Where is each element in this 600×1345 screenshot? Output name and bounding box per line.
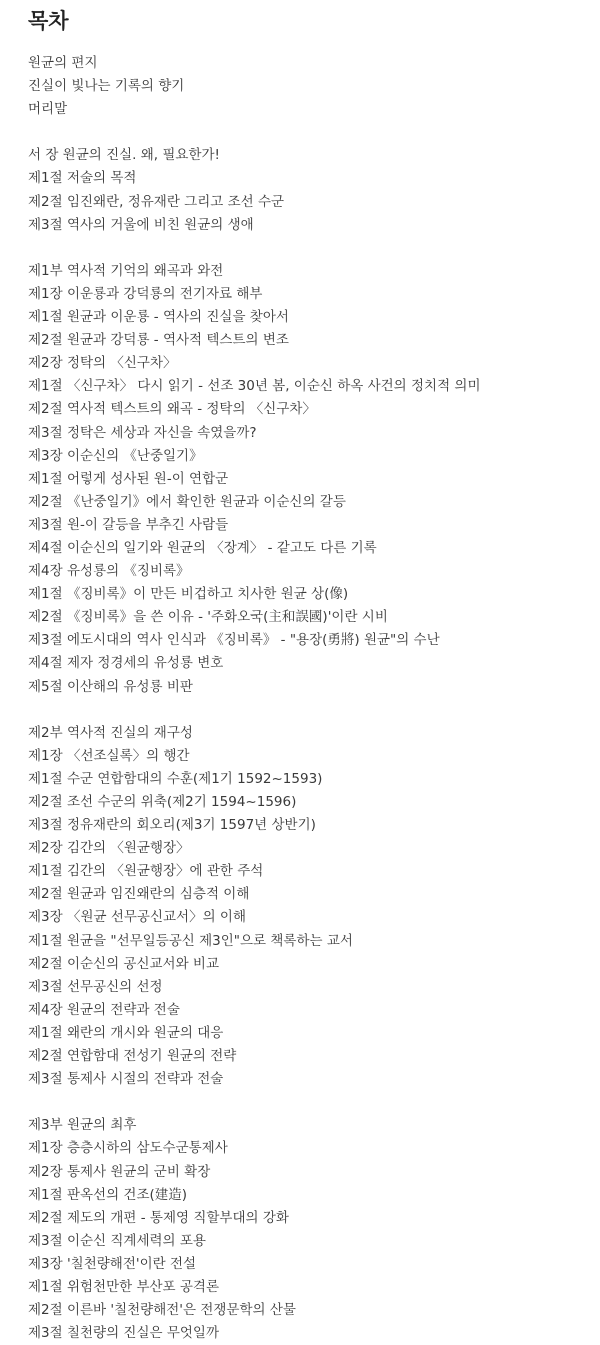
- toc-entry[interactable]: 제3절 에도시대의 역사 인식과 《징비록》 - "용장(勇將) 원균"의 수난: [28, 632, 440, 649]
- toc-entry[interactable]: 제1절 판옥선의 건조(建造): [28, 1186, 188, 1203]
- toc-entry[interactable]: 제4절 이순신의 일기와 원균의 〈장계〉 - 같고도 다른 기록: [28, 539, 377, 556]
- toc-entry[interactable]: 제3절 이순신 직계세력의 포용: [28, 1232, 206, 1249]
- toc-entry[interactable]: 제1절 원균과 이운룡 - 역사의 진실을 찾아서: [28, 309, 289, 326]
- toc-entry[interactable]: 제2절 이순신의 공신교서와 비교: [28, 955, 219, 972]
- toc-entry[interactable]: 제3절 통제사 시절의 전략과 전술: [28, 1071, 224, 1088]
- toc-entry[interactable]: 제3장 〈원균 선무공신교서〉의 이해: [28, 909, 246, 926]
- toc-entry[interactable]: 제3장 이순신의 《난중일기》: [28, 447, 203, 464]
- toc-entry[interactable]: 제4절 제자 정경세의 유성룡 변호: [28, 655, 224, 672]
- toc-entry[interactable]: 제2절 제도의 개편 - 통제영 직할부대의 강화: [28, 1209, 289, 1226]
- toc-entry[interactable]: 제1장 〈선조실록〉의 행간: [28, 747, 190, 764]
- toc-entry[interactable]: 제2절 역사적 텍스트의 왜곡 - 정탁의 〈신구차〉: [28, 401, 316, 418]
- toc-entry[interactable]: 제3절 칠천량의 진실은 무엇일까: [28, 1325, 219, 1342]
- toc-entry[interactable]: 제3절 정탁은 세상과 자신을 속였을까?: [28, 424, 257, 441]
- toc-section: [28, 1114, 600, 1345]
- toc-entry[interactable]: 제3부 원균의 최후: [28, 1117, 137, 1134]
- toc-entry[interactable]: 제3절 역사의 거울에 비친 원균의 생애: [28, 216, 254, 233]
- toc-entry[interactable]: 제1절 왜란의 개시와 원균의 대응: [28, 1024, 224, 1041]
- toc-entry[interactable]: 제2장 정탁의 〈신구차〉: [28, 355, 177, 372]
- toc-entry[interactable]: 제2절 《난중일기》에서 확인한 원균과 이순신의 갈등: [28, 493, 346, 510]
- toc-entry[interactable]: 제3절 원-이 갈등을 부추긴 사람들: [28, 516, 229, 533]
- toc-entry[interactable]: 제2절 《징비록》을 쓴 이유 - '주화오국(主和誤國)'이란 시비: [28, 609, 388, 626]
- toc-entry[interactable]: 제2장 통제사 원균의 군비 확장: [28, 1163, 211, 1180]
- toc-section: [28, 260, 600, 699]
- toc-entry[interactable]: 제1절 수군 연합함대의 수훈(제1기 1592~1593): [28, 770, 323, 787]
- toc-entry[interactable]: 제2절 원균과 임진왜란의 심층적 이해: [28, 886, 250, 903]
- page-title: 목차: [28, 9, 69, 33]
- toc-entry[interactable]: 제1절 저술의 목적: [28, 170, 137, 187]
- toc-entry[interactable]: 진실이 빛나는 기록의 향기: [28, 78, 185, 95]
- toc-entry[interactable]: 서 장 원균의 진실. 왜, 필요한가!: [28, 147, 220, 164]
- toc-entry[interactable]: 제2절 조선 수군의 위축(제2기 1594~1596): [28, 794, 297, 810]
- toc-entry[interactable]: 제2절 연합함대 전성기 원균의 전략: [28, 1048, 237, 1065]
- toc-entry[interactable]: 제1절 위험천만한 부산포 공격론: [28, 1278, 219, 1295]
- toc-entry[interactable]: 제4장 유성룡의 《징비록》: [28, 563, 190, 580]
- toc-entry[interactable]: 제2절 임진왜란, 정유재란 그리고 조선 수군: [28, 193, 285, 210]
- table-of-contents: [28, 52, 600, 1345]
- toc-entry[interactable]: 제5절 이산해의 유성룡 비판: [28, 678, 193, 695]
- toc-entry[interactable]: 제4장 원균의 전략과 전술: [28, 1001, 180, 1018]
- toc-entry[interactable]: 제1부 역사적 기억의 왜곡과 와전: [28, 262, 224, 279]
- toc-entry[interactable]: 머리말: [28, 101, 68, 118]
- toc-entry[interactable]: 제3절 정유재란의 회오리(제3기 1597년 상반기): [28, 817, 316, 834]
- toc-entry[interactable]: 제1절 어렇게 성사된 원-이 연합군: [28, 470, 229, 487]
- toc-entry[interactable]: 제1절 김간의 〈원균행장〉에 관한 주석: [28, 863, 264, 880]
- toc-entry[interactable]: 제1장 층층시하의 삼도수군통제사: [28, 1140, 228, 1157]
- toc-entry[interactable]: 제2절 이른바 '칠천량해전'은 전쟁문학의 산물: [28, 1302, 296, 1319]
- toc-entry[interactable]: 제2절 원균과 강덕룡 - 역사적 텍스트의 변조: [28, 332, 289, 349]
- toc-entry[interactable]: 제2장 김간의 〈원균행장〉: [28, 840, 190, 857]
- section-spacer: [28, 699, 600, 722]
- toc-entry[interactable]: 제3장 '칠천량해전'이란 전설: [28, 1255, 197, 1272]
- section-spacer: [28, 121, 600, 144]
- toc-entry[interactable]: 제1절 원균을 "선무일등공신 제3인"으로 책록하는 교서: [28, 932, 353, 949]
- toc-entry[interactable]: 제2부 역사적 진실의 재구성: [28, 724, 193, 741]
- toc-entry[interactable]: 제1절 《징비록》이 만든 비겁하고 치사한 원균 상(像): [28, 586, 349, 603]
- toc-entry[interactable]: 제3절 선무공신의 선정: [28, 978, 163, 995]
- toc-section: [28, 722, 600, 1092]
- toc-section: [28, 52, 600, 121]
- toc-entry[interactable]: 제1장 이운룡과 강덕룡의 전기자료 해부: [28, 285, 263, 302]
- toc-entry[interactable]: 원균의 편지: [28, 55, 98, 71]
- toc-entry[interactable]: 제1절 〈신구차〉 다시 읽기 - 선조 30년 봄, 이순신 하옥 사건의 정치적 의미: [28, 378, 481, 395]
- section-spacer: [28, 1091, 600, 1114]
- toc-section: [28, 144, 600, 236]
- section-spacer: [28, 237, 600, 260]
